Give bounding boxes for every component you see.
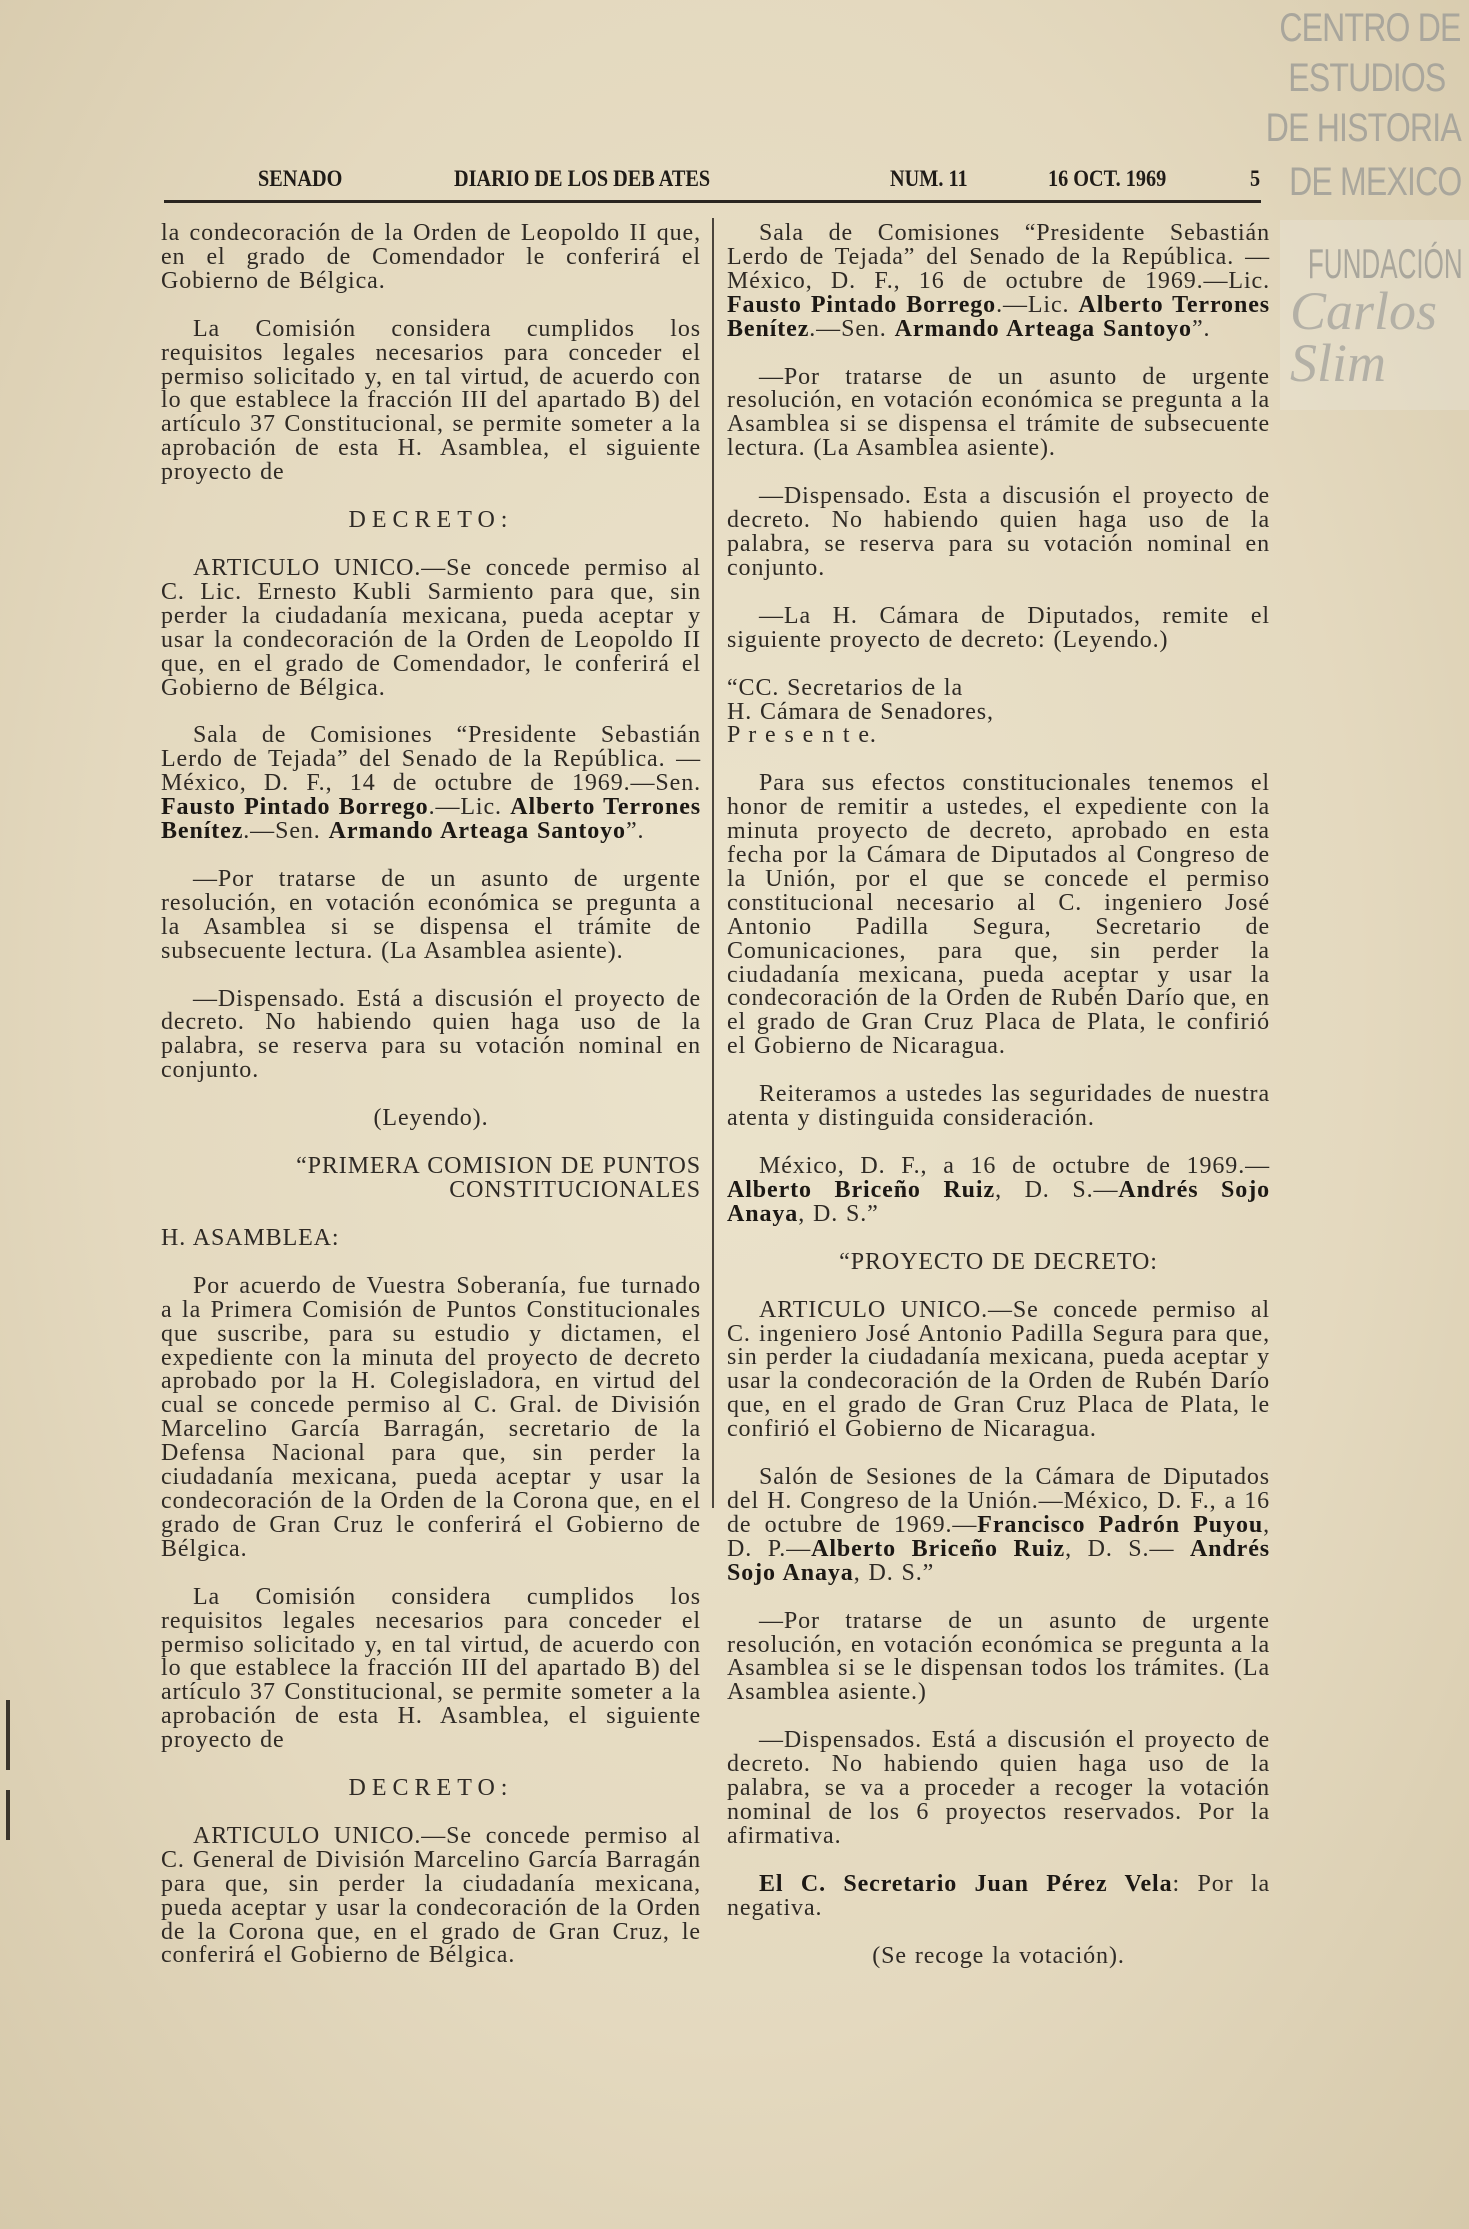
bold-name: Francisco Padrón Puyou	[977, 1511, 1264, 1538]
text-run: —Por tratarse de un asunto de urgente resolución, en votación económica se pregunta a la Asamblea si se dispensa el trámite de subsecuente lectura. (La Asamblea asiente).	[161, 865, 701, 964]
text-run: .—Lic.	[428, 794, 511, 821]
text-run: La Comisión considera cumplidos los requisitos legales necesarios para conceder el permiso solicitado y, en tal virtud, de acuerdo con lo que establece la fracción III del apartado B) del artículo 37 Constitucional, se permite someter a la aprobación de esta H. Asamblea, el siguiente proyecto de	[161, 1583, 701, 1754]
header-publication: DIARIO DE LOS DEB ATES	[454, 166, 711, 191]
text-run: .—Lic.	[996, 291, 1079, 318]
text-run: la condecoración de la Orden de Leopoldo II que, en el grado de Comendador le conferirá el Gobierno de Bélgica.	[161, 220, 701, 294]
paragraph	[727, 1870, 1270, 1921]
text-run: ARTICULO UNICO.—Se concede permiso al C. General de División Marcelino García Barragán para que, sin perder la ciudadanía mexicana, pueda aceptar y usar la condecoración de la Orden de la Corona que, en el grado de Gran Cruz, le conferirá el Gobierno de Bélgica.	[161, 1822, 701, 1969]
text-run: , D. S.”	[853, 1559, 935, 1586]
header-chamber: SENADO	[258, 166, 343, 191]
text-run: (Se recoge la votación).	[872, 1942, 1125, 1969]
paragraph	[161, 222, 701, 294]
text-run: ARTICULO UNICO.—Se concede permiso al C. Lic. Ernesto Kubli Sarmiento para que, sin perder la ciudadanía mexicana, pueda aceptar y usar la condecoración de la Orden de Leopoldo II que, en el grado de Comendador, le conferirá el Gobierno de Bélgica.	[161, 554, 701, 701]
paragraph	[161, 1583, 701, 1754]
text-run: .—Sen.	[243, 818, 329, 845]
text-run: Salón de Sesiones de la Cámara de Diputados del H. Congreso de la Unión.—México, D. F., a 16 de octubre de 1969.—	[727, 1464, 1270, 1538]
text-run: ARTICULO UNICO.—Se concede permiso al C. ingeniero José Antonio Padilla Segura para que, sin perder la ciudadanía mexicana, pueda aceptar y usar la condecoración de la Orden de Rubén Darío que, en el grado de Gran Cruz Placa de Plata, le confirió el Gobierno de Nicaragua.	[727, 1296, 1270, 1443]
bold-name: Alberto Briceño Ruiz	[727, 1176, 996, 1203]
bold-name: Fausto Pintado Borrego	[727, 291, 997, 318]
text-run: ”.	[1191, 315, 1211, 342]
paragraph	[161, 985, 701, 1084]
text-run: , D. S.—	[1065, 1535, 1190, 1562]
paragraph	[727, 222, 1270, 342]
bold-name: Andrés Sojo Anaya	[727, 1535, 1271, 1586]
text-run: —La H. Cámara de Diputados, remite el siguiente proyecto de decreto: (Leyendo.)	[727, 602, 1270, 653]
paragraph	[161, 315, 701, 486]
text-run: DECRETO:	[348, 1775, 514, 1802]
header-date: 16 OCT. 1969	[1048, 166, 1167, 191]
bold-name: Alberto Terrones Benítez	[161, 794, 701, 845]
text-run: —Dispensado. Esta a discusión el proyecto de decreto. No habiendo quien haga uso de la palabra, se reserva para su votación nominal en conjunto.	[727, 483, 1270, 581]
paragraph	[161, 1224, 701, 1251]
bold-name: Armando Arteaga Santoyo	[894, 315, 1192, 342]
paragraph	[161, 1822, 701, 1969]
text-run: : Por la negativa.	[727, 1870, 1270, 1921]
paragraph	[161, 509, 701, 533]
paragraph	[727, 1466, 1270, 1586]
text-run: , D. P.—	[727, 1511, 1270, 1562]
paragraph	[727, 1083, 1270, 1131]
header-number: NUM. 11	[890, 166, 968, 191]
left-column	[161, 222, 701, 1992]
paragraph	[727, 1296, 1270, 1443]
bold-name: Andrés Sojo Anaya	[727, 1176, 1270, 1227]
bold-name: Fausto Pintado Borrego	[161, 794, 429, 821]
text-run: Sala de Comisiones “Presidente Sebastián Lerdo de Tejada” del Senado de la República. —México, D. F., 14 de octubre de 1969.—Sen.	[161, 722, 701, 797]
column-divider	[712, 218, 714, 1508]
watermark-line: ESTUDIOS	[1287, 56, 1445, 100]
paragraph	[727, 363, 1270, 462]
watermark-line: CENTRO DE	[1279, 6, 1461, 50]
bold-name: Alberto Terrones Benítez	[727, 291, 1270, 342]
watermark-foundation: FUNDACIÓN	[1308, 240, 1463, 287]
text-run: Sala de Comisiones “Presidente Sebastián Lerdo de Tejada” del Senado de la República. —México, D. F., 16 de octubre de 1969.—Lic.	[727, 220, 1270, 294]
text-run: “PROYECTO DE DECRETO:	[839, 1248, 1158, 1275]
watermark-line: DE MEXICO	[1288, 160, 1461, 204]
paragraph	[727, 1607, 1270, 1706]
paragraph	[161, 724, 701, 844]
paragraph	[727, 485, 1270, 581]
text-run: Por acuerdo de Vuestra Soberanía, fue turnado a la Primera Comisión de Puntos Constitucionales que suscribe, para su estudio y dictamen, el expediente con la minuta del proyecto de decreto aprobado por la H. Colegisladora, en virtud del cual se concede permiso al C. Gral. de División Marcelino García Barragán, secretario de la Defensa Nacional para que, sin perder la ciudadanía mexicana, pueda aceptar y usar la condecoración de la Orden de la Corona que, en el grado de Gran Cruz le conferirá el Gobierno de Bélgica.	[161, 1272, 701, 1562]
margin-mark	[6, 1700, 10, 1770]
text-run: México, D. F., a 16 de octubre de 1969.—	[759, 1153, 1270, 1179]
paragraph	[727, 674, 1270, 749]
bold-name: Armando Arteaga Santoyo	[328, 818, 626, 845]
paragraph	[727, 1155, 1270, 1227]
text-run: —Dispensado. Está a discusión el proyecto de decreto. No habiendo quien haga uso de la palabra, se reserva para su votación nominal en conjunto.	[161, 985, 701, 1084]
watermark-signature: Carlos Slim	[1290, 281, 1438, 393]
paragraph	[727, 602, 1270, 653]
text-run: —Por tratarse de un asunto de urgente resolución, en votación económica se pregunta a la Asamblea si se le dispensan todos los trámites. (La Asamblea asiente.)	[727, 1607, 1270, 1706]
text-run: H. ASAMBLEA:	[161, 1224, 340, 1251]
paragraph	[727, 772, 1270, 1059]
bold-name: El C. Secretario Juan Pérez Vela	[759, 1870, 1173, 1897]
text-run: ”.	[625, 818, 645, 845]
watermark-line: DE HISTORIA	[1265, 106, 1461, 150]
text-run: —Por tratarse de un asunto de urgente resolución, en votación económica se pregunta a la Asamblea si se dispensa el trámite de subsecuente lectura. (La Asamblea asiente).	[727, 363, 1270, 462]
header-rule	[164, 200, 1261, 203]
text-run: La Comisión considera cumplidos los requisitos legales necesarios para conceder el permiso solicitado y, en tal virtud, de acuerdo con lo que establece la fracción III del apartado B) del artículo 37 Constitucional, se permite someter a la aprobación de esta H. Asamblea, el siguiente proyecto de	[161, 315, 701, 486]
paragraph	[161, 865, 701, 964]
paragraph	[161, 1155, 701, 1203]
right-column	[727, 222, 1270, 1992]
text-run: “CC. Secretarios de la H. Cámara de Senadores, P r e s e n t e.	[727, 674, 994, 749]
paragraph	[161, 1272, 701, 1562]
text-run: “PRIMERA COMISION DE PUNTOS CONSTITUCIONALES	[296, 1153, 701, 1203]
paragraph	[727, 1248, 1270, 1275]
text-run: Reiteramos a ustedes las seguridades de nuestra atenta y distinguida consideración.	[727, 1081, 1270, 1132]
text-run: , D. S.”	[798, 1200, 879, 1227]
bold-name: Alberto Briceño Ruiz	[811, 1535, 1066, 1562]
margin-mark	[6, 1790, 10, 1840]
paragraph	[161, 554, 701, 701]
paragraph	[161, 1107, 701, 1131]
text-run: Para sus efectos constitucionales tenemos el honor de remitir a ustedes, el expediente con la minuta proyecto de decreto, aprobado en esta fecha por la Cámara de Diputados al Congreso de la Unión, por el que se concede el permiso constitucional necesario al C. ingeniero José Antonio Padilla Segura, Secretario de Comunicaciones, para que, sin perder la ciudadanía mexicana, pueda aceptar y usar la condecoración de la Orden de Rubén Darío que, en el grado de Gran Cruz Placa de Plata, le confirió el Gobierno de Nicaragua.	[727, 770, 1270, 1060]
paragraph	[727, 1729, 1270, 1849]
paragraph	[727, 1942, 1270, 1969]
text-run: (Leyendo).	[373, 1105, 489, 1132]
text-run: .—Sen.	[809, 315, 895, 342]
header-page-number: 5	[1250, 166, 1261, 191]
text-run: , D. S.—	[995, 1176, 1119, 1203]
text-run: —Dispensados. Está a discusión el proyecto de decreto. No habiendo quien haga uso de la palabra, se va a proceder a recoger la votación nominal de los 6 proyectos reservados. Por la afirmativa.	[727, 1727, 1270, 1849]
text-run: DECRETO:	[348, 507, 514, 534]
paragraph	[161, 1777, 701, 1801]
